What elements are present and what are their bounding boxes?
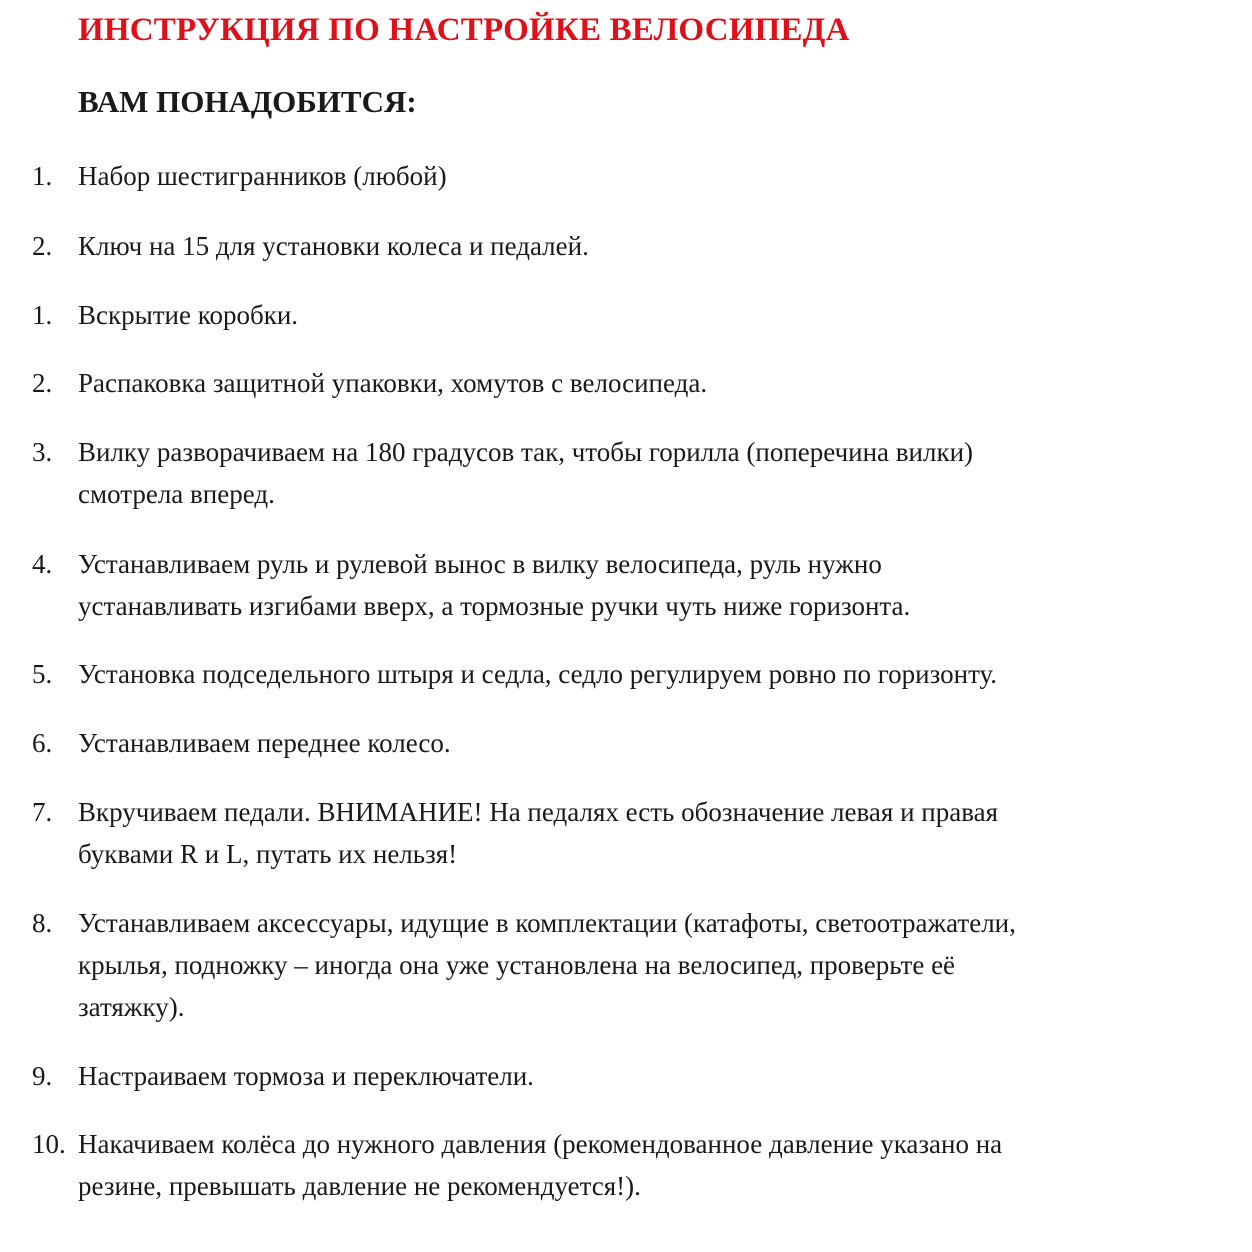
list-text: Накачиваем колёса до нужного давления (рекомендованное давление указано на резине, превышать давление не рекомендуется!).: [78, 1129, 1003, 1201]
list-text: Распаковка защитной упаковки, хомутов с велосипеда.: [78, 368, 708, 398]
list-text: Вскрытие коробки.: [78, 300, 299, 330]
list-text: Ключ на 15 для установки колеса и педалей.: [78, 231, 589, 261]
list-text: Устанавливаем аксессуары, идущие в комплектации (катафоты, светоотражатели, крылья, подножку – иногда она уже установлена на велосипед, проверьте её затяжку).: [78, 908, 1016, 1022]
list-text: Устанавливаем переднее колесо.: [78, 728, 451, 758]
list-number: 1.: [32, 161, 53, 191]
list-number: 5.: [32, 659, 53, 689]
list-number: 6.: [32, 728, 53, 758]
list-number: 2.: [32, 231, 53, 261]
list-number: 1.: [32, 300, 53, 330]
list-text: Вкручиваем педали. ВНИМАНИЕ! На педалях есть обозначение левая и правая буквами R и L, путать их нельзя!: [78, 797, 998, 869]
list-text: Набор шестигранников (любой): [78, 161, 447, 191]
tools-heading: ВАМ ПОНАДОБИТСЯ:: [78, 84, 417, 119]
list-number: 3.: [32, 437, 53, 467]
list-number: 4.: [32, 549, 53, 579]
list-text: Настраиваем тормоза и переключатели.: [78, 1061, 534, 1091]
list-text: Вилку разворачиваем на 180 градусов так, чтобы горилла (поперечина вилки) смотрела вперед.: [78, 437, 974, 509]
list-text: Устанавливаем руль и рулевой вынос в вилку велосипеда, руль нужно устанавливать изгибами вверх, а тормозные ручки чуть ниже горизонта.: [78, 549, 911, 621]
list-number: 2.: [32, 368, 53, 398]
list-text: Установка подседельного штыря и седла, седло регулируем ровно по горизонту.: [78, 659, 998, 689]
list-number: 10.: [32, 1129, 66, 1159]
document-title: ИНСТРУКЦИЯ ПО НАСТРОЙКЕ ВЕЛОСИПЕДА: [78, 12, 850, 48]
list-number: 7.: [32, 797, 53, 827]
list-number: 9.: [32, 1061, 53, 1091]
list-number: 8.: [32, 908, 53, 938]
